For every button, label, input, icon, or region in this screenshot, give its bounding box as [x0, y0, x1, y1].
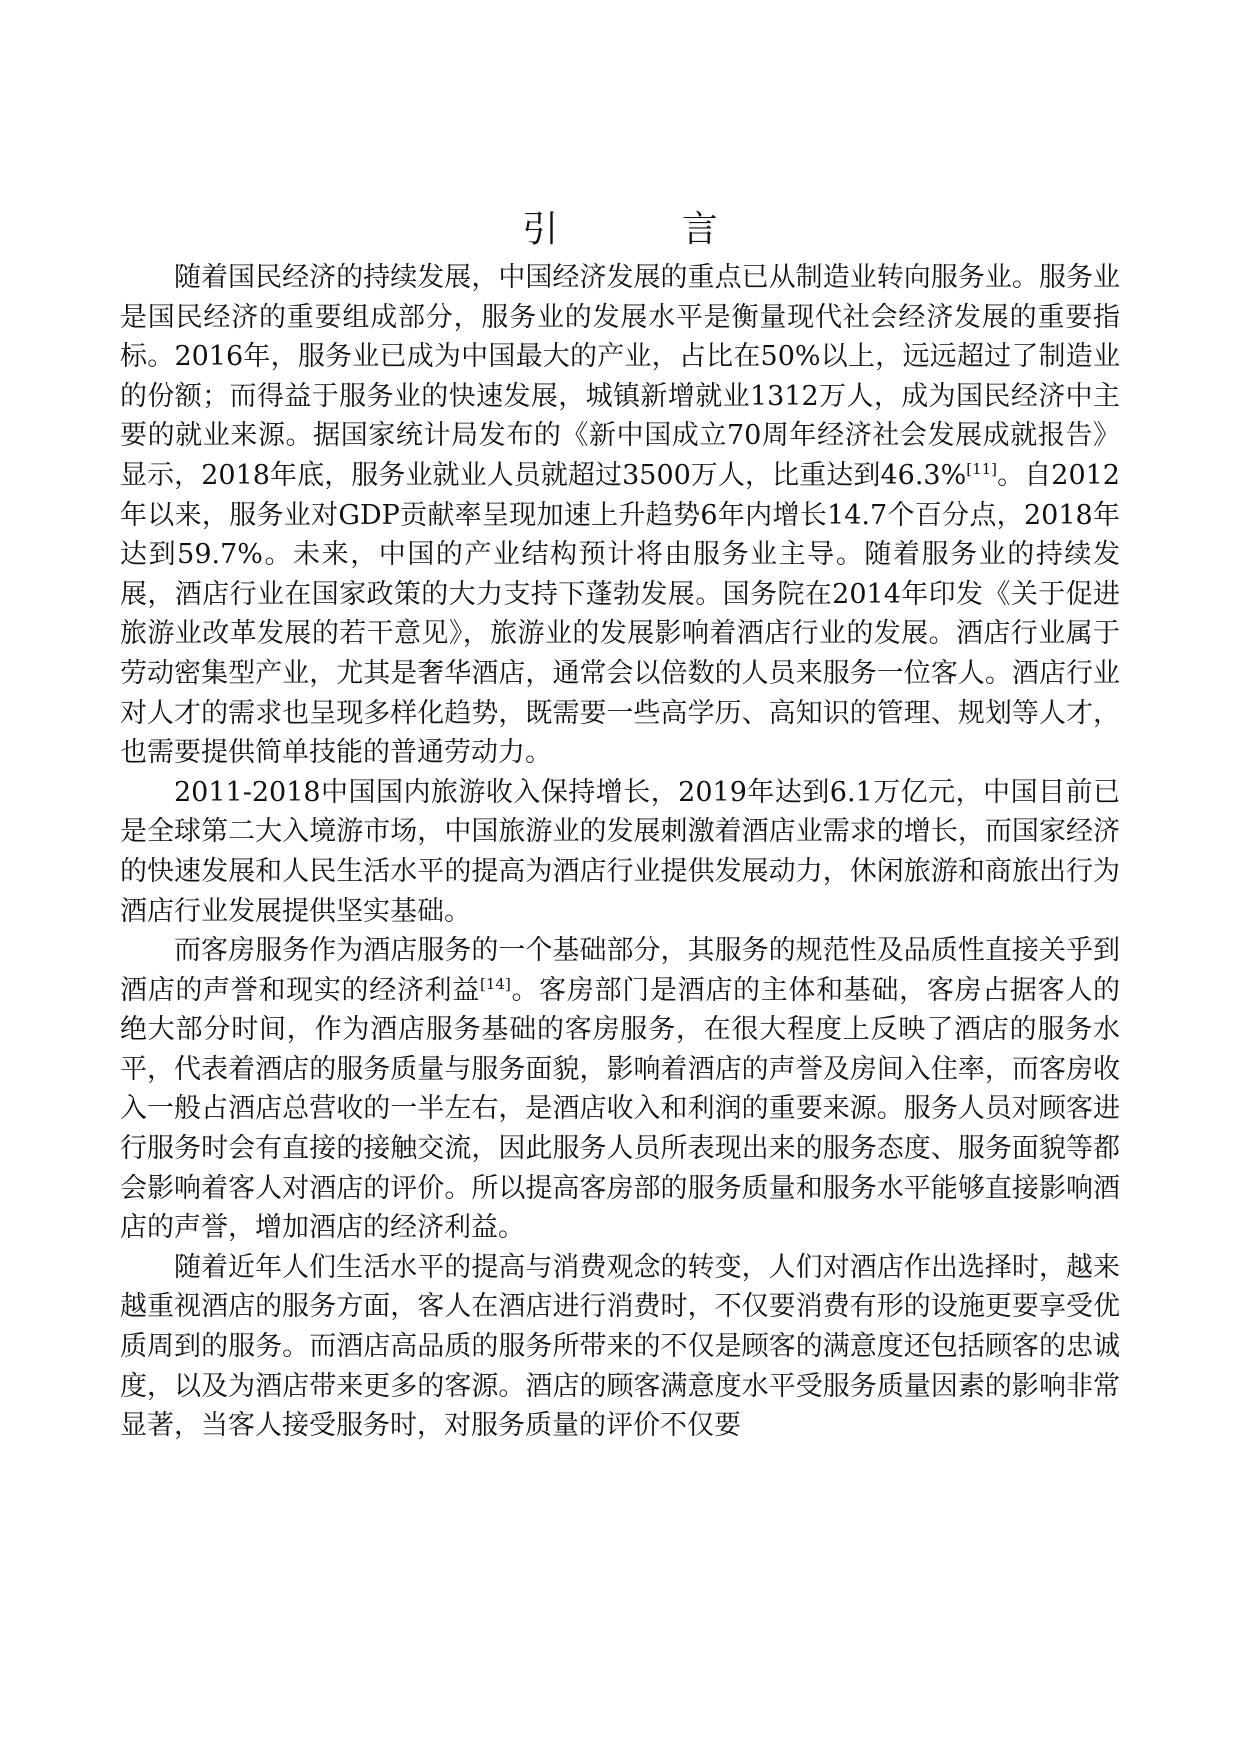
paragraph-4	[120, 1248, 1120, 1446]
section-heading: 引 言	[522, 209, 774, 250]
text-segment: 随着近年人们生活水平的提高与消费观念的转变，人们对酒店作出选择时，越来越重视酒店的服务方面，客人在酒店进行消费时，不仅要消费有形的设施更要享受优质周到的服务。而酒店高品质的服务所带来的不仅是顾客的满意度还包括顾客的忠诚度，以及为酒店带来更多的客源。酒店的顾客满意度水平受服务质量因素的影响非常显著，当客人接受服务时，对服务质量的评价不仅要	[120, 1251, 1120, 1442]
citation-ref-14: [14]	[480, 974, 511, 993]
text-segment: 而客房服务作为酒店服务的一个基础部分，其服务的规范性及品质性直接关乎到酒店的声誉和现实的经济利益	[120, 935, 1120, 1006]
paragraph-1	[120, 258, 1120, 773]
body-text	[120, 258, 1120, 1446]
text-segment: 。自2012年以来，服务业对GDP贡献率呈现加速上升趋势6年内增长14.7个百分点，2018年达到59.7%。未来，中国的产业结构预计将由服务业主导。随着服务业的持续发展，酒店行业在国家政策的大力支持下蓬勃发展。国务院在2014年印发《关于促进旅游业改革发展的若干意见》，旅游业的发展影响着酒店行业的发展。酒店行业属于劳动密集型产业，尤其是奢华酒店，通常会以倍数的人员来服务一位客人。酒店行业对人才的需求也呈现多样化趋势，既需要一些高学历、高知识的管理、规划等人才，也需要提供简单技能的普通劳动力。	[120, 459, 1120, 769]
text-segment: 2011-2018中国国内旅游收入保持增长，2019年达到6.1万亿元，中国目前已是全球第二大入境游市场，中国旅游业的发展刺激着酒店业需求的增长，而国家经济的快速发展和人民生活水平的提高为酒店行业提供发展动力，休闲旅游和商旅出行为酒店行业发展提供坚实基础。	[120, 776, 1120, 927]
text-segment: 随着国民经济的持续发展，中国经济发展的重点已从制造业转向服务业。服务业是国民经济的重要组成部分，服务业的发展水平是衡量现代社会经济发展的重要指标。2016年，服务业已成为中国最大的产业，占比在50%以上，远远超过了制造业的份额；而得益于服务业的快速发展，城镇新增就业1312万人，成为国民经济中主要的就业来源。据国家统计局发布的《新中国成立70周年经济社会发展成就报告》显示，2018年底，服务业就业人员就超过3500万人，比重达到46.3%	[120, 262, 1120, 491]
text-segment: 。客房部门是酒店的主体和基础，客房占据客人的绝大部分时间，作为酒店服务基础的客房服务，在很大程度上反映了酒店的服务水平，代表着酒店的服务质量与服务面貌，影响着酒店的声誉及房间入住率，而客房收入一般占酒店总营收的一半左右，是酒店收入和利润的重要来源。服务人员对顾客进行服务时会有直接的接触交流，因此服务人员所表现出来的服务态度、服务面貌等都会影响着客人对酒店的评价。所以提高客房部的服务质量和服务水平能够直接影响酒店的声誉，增加酒店的经济利益。	[120, 974, 1121, 1244]
citation-ref-11: [11]	[966, 459, 998, 478]
paragraph-2	[120, 773, 1120, 931]
paragraph-3	[120, 931, 1120, 1248]
